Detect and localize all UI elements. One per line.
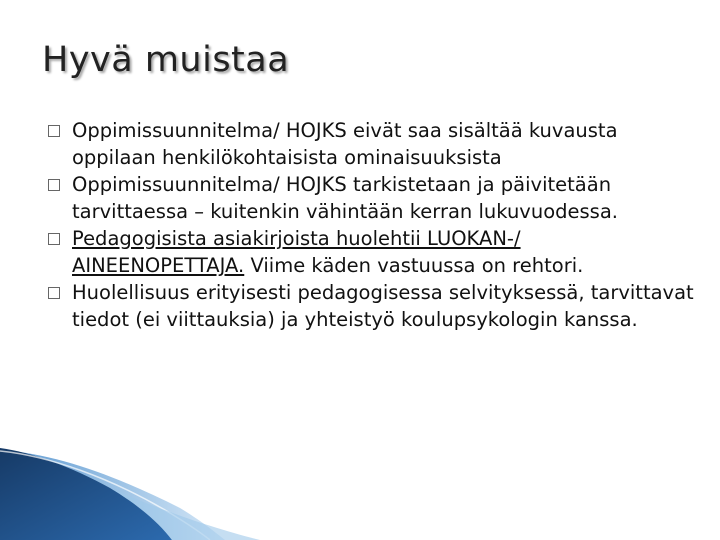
bullet-item-2 bbox=[48, 171, 698, 225]
bullet-text-1: Oppimissuunnitelma/ HOJKS eivät saa sisältää kuvausta oppilaan henkilökohtaisista ominaisuuksista bbox=[72, 119, 618, 169]
square-bullet-icon bbox=[48, 179, 60, 191]
bullet-item-1 bbox=[48, 117, 698, 171]
slide-title: Hyvä muistaa bbox=[42, 40, 290, 80]
bullet-item-4 bbox=[48, 279, 698, 333]
blue-swoosh-icon bbox=[0, 448, 720, 540]
bullet-text-3-underlined: Pedagogisista asiakirjoista huolehtii LUOKAN-/ AINEENOPETTAJA. bbox=[72, 227, 521, 277]
square-bullet-icon bbox=[48, 233, 60, 245]
bullet-item-3 bbox=[48, 225, 698, 279]
square-bullet-icon bbox=[48, 125, 60, 137]
bullet-text-3-rest: Viime käden vastuussa on rehtori. bbox=[244, 254, 584, 277]
bullet-text-2: Oppimissuunnitelma/ HOJKS tarkistetaan ja päivitetään tarvittaessa – kuitenkin vähintään kerran lukuvuodessa. bbox=[72, 173, 618, 223]
bullet-list bbox=[48, 117, 698, 333]
bullet-text-4: Huolellisuus erityisesti pedagogisessa selvityksessä, tarvittavat tiedot (ei viittauksia) ja yhteistyö koulupsykologin kanssa. bbox=[72, 281, 694, 331]
square-bullet-icon bbox=[48, 287, 60, 299]
